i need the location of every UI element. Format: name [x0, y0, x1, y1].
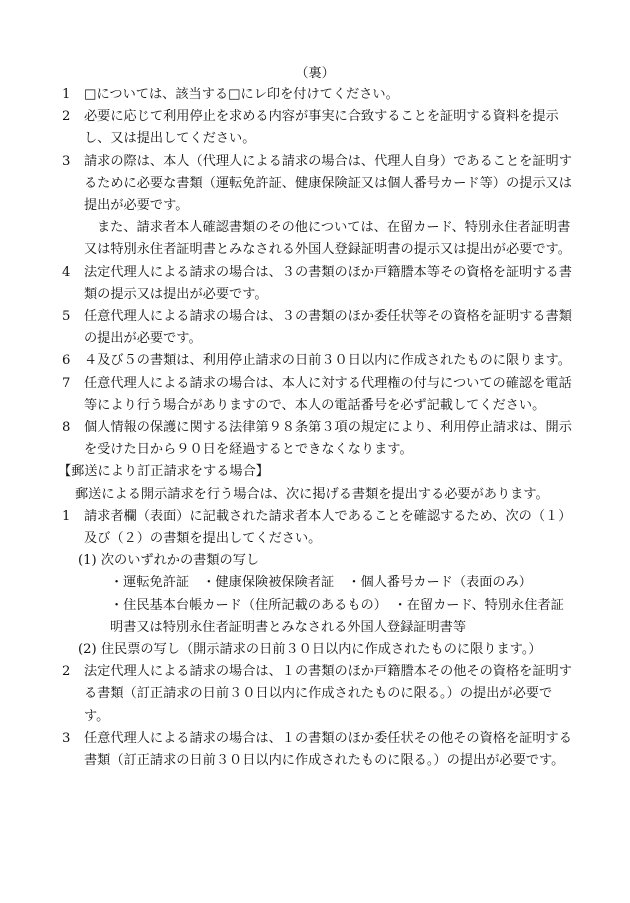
note-number: 3: [62, 153, 71, 169]
mail-number: 2: [62, 664, 71, 680]
note-item-2: [62, 106, 574, 150]
section-heading: 【郵送により訂正請求をする場合】: [58, 464, 269, 480]
mail-text: 法定代理人による請求の場合は、１の書類のほか戸籍謄本その他その資格を証明する書類（訂正請求の日前３０日以内に作成されたものに限る。）の提出が必要です。: [84, 664, 572, 724]
note-text: 法定代理人による請求の場合は、３の書類のほか戸籍謄本等その資格を証明する書類の提示又は提出が必要です。: [84, 264, 572, 302]
mail-text: 任意代理人による請求の場合は、１の書類のほか委任状その他その資格を証明する書類（訂正請求の日前３０日以内に作成されたものに限る。）の提出が必要です。: [84, 730, 572, 769]
note-text: 任意代理人による請求の場合は、３の書類のほか委任状等その資格を証明する書類の提出が必要です。: [84, 309, 572, 347]
section-intro: 郵送による開示請求を行う場合は、次に掲げる書類を提出する必要があります。: [75, 486, 549, 502]
note-item-6: [62, 350, 574, 372]
note-number: 8: [62, 420, 71, 436]
note-item-4: [62, 262, 574, 306]
mail-item-2: [62, 661, 574, 728]
note-number: 6: [62, 353, 71, 369]
page-title: （裏）: [295, 66, 335, 81]
mail-number: 3: [62, 730, 71, 746]
note-number: 5: [62, 309, 71, 325]
bullets-line-2: ・住民基本台帳カード（住所記載のあるもの） ・在留カード、特別永住者証明書又は特別永住者証明書とみなされる外国人登録証明書等: [110, 597, 564, 635]
note-text: 個人情報の保護に関する法律第９８条第３項の規定により、利用停止請求は、開示を受けた日から９０日を経過するとできなくなります。: [84, 420, 572, 458]
note-item-3-extra: [62, 217, 574, 261]
note-item-7: [62, 373, 574, 417]
sub-item-1: (1) 次のいずれかの書類の写し: [78, 553, 260, 569]
note-number: 1: [62, 87, 71, 102]
note-number: 2: [62, 109, 71, 125]
note-text: ４及び５の書類は、利用停止請求の日前３０日以内に作成されたものに限ります。: [84, 353, 571, 369]
note-item-5: [62, 306, 574, 350]
note-number: 4: [62, 264, 71, 280]
note-item-1: [62, 84, 574, 106]
mail-number: 1: [62, 508, 71, 524]
note-text: □については、該当する□にレ印を付けてください。: [84, 87, 399, 102]
note-item-8: [62, 417, 574, 461]
notes-list: [58, 84, 574, 772]
sub-item-2: (2) 住民票の写し（開示請求の日前３０日以内に作成されたものに限ります。）: [78, 642, 542, 658]
mail-text: 請求者欄（表面）に記載された請求者本人であることを確認するため、次の（１）及び（２）の書類を提出してください。: [84, 508, 572, 547]
note-text: 請求の際は、本人（代理人による請求の場合は、代理人自身）であることを証明するために必要な書類（運転免許証、健康保険証又は個人番号カード等）の提示又は提出が必要です。: [84, 153, 572, 214]
mail-item-1: [62, 506, 574, 550]
bullets-line-1: ・運転免許証 ・健康保険被保険者証 ・個人番号カード（表面のみ）: [110, 575, 532, 591]
note-item-3: [62, 151, 574, 218]
mail-item-3: [62, 728, 574, 772]
note-number: 7: [62, 375, 71, 391]
note-text: 必要に応じて利用停止を求める内容が事実に合致することを証明する資料を提示し、又は提出してください。: [84, 109, 559, 147]
note-text: また、請求者本人確認書類のその他については、在留カード、特別永住者証明書又は特別永住者証明書とみなされる外国人登録証明書の提示又は提出が必要です。: [84, 220, 571, 258]
note-text: 任意代理人による請求の場合は、本人に対する代理権の付与についての確認を電話等により行う場合がありますので、本人の電話番号を必ず記載してください。: [84, 375, 572, 413]
